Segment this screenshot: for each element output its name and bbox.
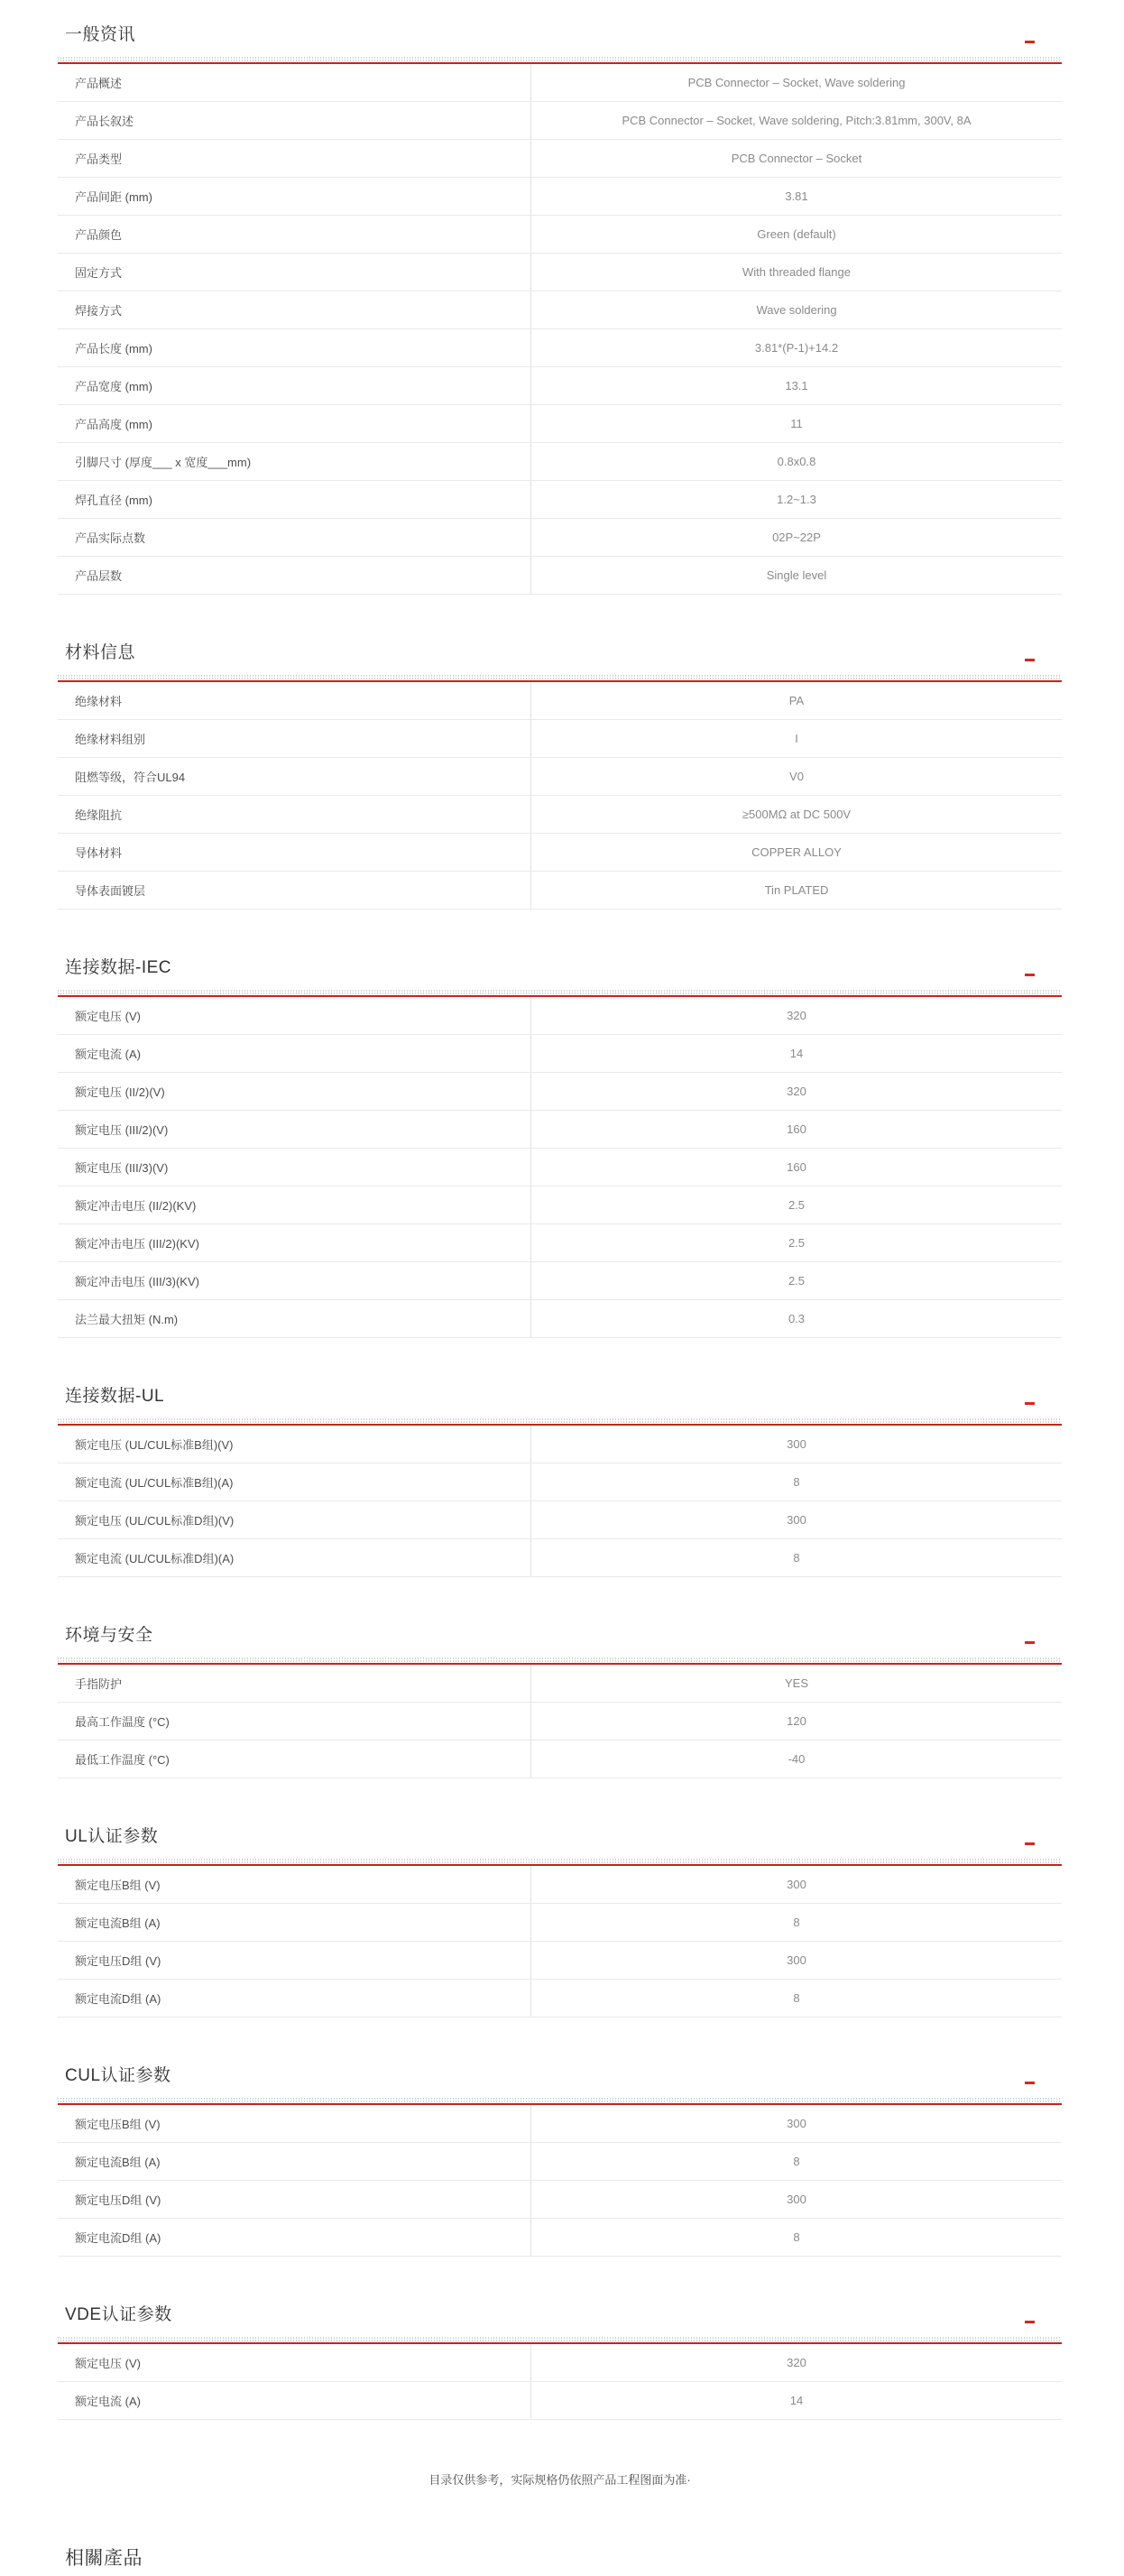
row-label: 额定电压 (V) bbox=[75, 1010, 141, 1023]
section-header bbox=[58, 2064, 1062, 2086]
row-label: 额定电压 (UL/CUL标准B组)(V) bbox=[75, 1438, 234, 1452]
section-title: CUL认证参数 bbox=[65, 2066, 171, 2085]
spec-section bbox=[58, 1624, 1062, 1778]
row-value: 2.5 bbox=[530, 1262, 1062, 1299]
table-row bbox=[58, 1426, 1062, 1463]
row-value: I bbox=[530, 720, 1062, 757]
row-value: 120 bbox=[530, 1703, 1062, 1740]
row-label: 额定电流B组 (A) bbox=[75, 1916, 161, 1930]
table-row bbox=[58, 1942, 1062, 1980]
section-title: 一般资讯 bbox=[65, 25, 136, 44]
table-row bbox=[58, 2181, 1062, 2219]
row-value: 300 bbox=[530, 1501, 1062, 1538]
collapse-minus-icon[interactable] bbox=[1025, 1842, 1035, 1845]
row-value: 14 bbox=[530, 1035, 1062, 1072]
row-label: 额定电流 (A) bbox=[75, 2395, 141, 2408]
section-divider bbox=[58, 989, 1062, 997]
table-row bbox=[58, 102, 1062, 140]
section-header bbox=[58, 23, 1062, 45]
row-value: 3.81*(P-1)+14.2 bbox=[530, 329, 1062, 366]
section-title: VDE认证参数 bbox=[65, 2305, 172, 2324]
row-value: 2.5 bbox=[530, 1224, 1062, 1261]
section-header bbox=[58, 642, 1062, 663]
row-label: 额定电压 (III/2)(V) bbox=[75, 1123, 169, 1137]
row-label: 绝缘材料 bbox=[75, 695, 123, 708]
section-divider bbox=[58, 56, 1062, 64]
row-value: COPPER ALLOY bbox=[530, 834, 1062, 871]
collapse-minus-icon[interactable] bbox=[1025, 1641, 1035, 1644]
related-products-heading: 相關產品 bbox=[65, 2548, 143, 2569]
spec-table bbox=[58, 2344, 1062, 2420]
collapse-minus-icon[interactable] bbox=[1025, 2321, 1035, 2323]
collapse-minus-icon[interactable] bbox=[1025, 659, 1035, 661]
section-divider bbox=[58, 674, 1062, 682]
row-label: 阻燃等级，符合UL94 bbox=[75, 771, 186, 784]
row-label: 产品类型 bbox=[75, 152, 123, 166]
row-label: 产品宽度 (mm) bbox=[75, 380, 152, 393]
table-row bbox=[58, 1501, 1062, 1539]
row-label: 固定方式 bbox=[75, 266, 123, 280]
table-row bbox=[58, 682, 1062, 720]
row-label: 额定电流D组 (A) bbox=[75, 1992, 161, 2006]
section-header bbox=[58, 1825, 1062, 1847]
section-divider bbox=[58, 2097, 1062, 2105]
row-label: 产品实际点数 bbox=[75, 531, 146, 545]
row-label: 最低工作温度 (°C) bbox=[75, 1753, 170, 1767]
row-label: 额定电压D组 (V) bbox=[75, 2193, 161, 2207]
section-title: 连接数据-UL bbox=[65, 1387, 165, 1406]
spec-section bbox=[58, 2064, 1062, 2257]
table-row bbox=[58, 405, 1062, 443]
table-row bbox=[58, 720, 1062, 758]
row-value: PA bbox=[530, 682, 1062, 719]
row-value: 300 bbox=[530, 1942, 1062, 1979]
collapse-minus-icon[interactable] bbox=[1025, 1402, 1035, 1405]
table-row bbox=[58, 1665, 1062, 1703]
section-header bbox=[58, 2304, 1062, 2325]
row-value: 300 bbox=[530, 2105, 1062, 2142]
row-label: 额定电流 (UL/CUL标准B组)(A) bbox=[75, 1476, 234, 1490]
section-title: 材料信息 bbox=[65, 643, 136, 662]
spec-sections bbox=[58, 23, 1062, 2420]
section-divider bbox=[58, 1657, 1062, 1665]
table-row bbox=[58, 2143, 1062, 2181]
table-row bbox=[58, 367, 1062, 405]
row-label: 额定电压 (II/2)(V) bbox=[75, 1085, 165, 1099]
row-value: 320 bbox=[530, 2344, 1062, 2381]
row-value: PCB Connector – Socket, Wave soldering bbox=[530, 64, 1062, 101]
row-value: 320 bbox=[530, 997, 1062, 1034]
row-value: 8 bbox=[530, 1980, 1062, 2017]
row-value: 0.3 bbox=[530, 1300, 1062, 1337]
row-value: 300 bbox=[530, 2181, 1062, 2218]
table-row bbox=[58, 178, 1062, 216]
table-row bbox=[58, 1111, 1062, 1149]
row-label: 焊接方式 bbox=[75, 304, 123, 318]
row-label: 额定电压B组 (V) bbox=[75, 2118, 161, 2131]
table-row bbox=[58, 1224, 1062, 1262]
row-label: 额定冲击电压 (III/3)(KV) bbox=[75, 1275, 199, 1288]
spec-section bbox=[58, 1825, 1062, 2017]
section-title: 连接数据-IEC bbox=[65, 958, 172, 977]
row-value: 160 bbox=[530, 1149, 1062, 1186]
table-row bbox=[58, 2219, 1062, 2257]
row-label: 最高工作温度 (°C) bbox=[75, 1715, 170, 1729]
spec-table bbox=[58, 64, 1062, 595]
spec-section bbox=[58, 23, 1062, 595]
section-header bbox=[58, 1624, 1062, 1646]
table-row bbox=[58, 997, 1062, 1035]
row-value: 8 bbox=[530, 1539, 1062, 1576]
table-row bbox=[58, 872, 1062, 909]
table-row bbox=[58, 1073, 1062, 1111]
table-row bbox=[58, 1703, 1062, 1740]
table-row bbox=[58, 291, 1062, 329]
row-label: 产品间距 (mm) bbox=[75, 190, 152, 204]
spec-table bbox=[58, 1866, 1062, 2017]
section-title: UL认证参数 bbox=[65, 1827, 159, 1846]
table-row bbox=[58, 443, 1062, 481]
row-label: 导体表面镀层 bbox=[75, 884, 146, 898]
section-divider bbox=[58, 1858, 1062, 1866]
row-label: 额定电压 (UL/CUL标准D组)(V) bbox=[75, 1514, 235, 1528]
table-row bbox=[58, 216, 1062, 254]
row-label: 引脚尺寸 (厚度___ x 宽度___mm) bbox=[75, 456, 252, 469]
section-divider bbox=[58, 2336, 1062, 2344]
table-row bbox=[58, 254, 1062, 291]
row-value: 3.81 bbox=[530, 178, 1062, 215]
row-label: 额定电压B组 (V) bbox=[75, 1879, 161, 1892]
table-row bbox=[58, 2105, 1062, 2143]
row-label: 产品高度 (mm) bbox=[75, 418, 152, 431]
table-row bbox=[58, 1904, 1062, 1942]
row-label: 额定电流B组 (A) bbox=[75, 2156, 161, 2169]
row-value: 160 bbox=[530, 1111, 1062, 1148]
row-label: 额定电压 (III/3)(V) bbox=[75, 1161, 169, 1175]
section-header bbox=[58, 956, 1062, 978]
row-value: Wave soldering bbox=[530, 291, 1062, 328]
row-value: 1.2~1.3 bbox=[530, 481, 1062, 518]
table-row bbox=[58, 1186, 1062, 1224]
row-label: 产品长度 (mm) bbox=[75, 342, 152, 355]
table-row bbox=[58, 796, 1062, 834]
row-label: 产品概述 bbox=[75, 77, 123, 90]
spec-section bbox=[58, 1385, 1062, 1577]
row-value: 320 bbox=[530, 1073, 1062, 1110]
row-value: 8 bbox=[530, 1904, 1062, 1941]
row-label: 手指防护 bbox=[75, 1677, 123, 1691]
row-value: 300 bbox=[530, 1426, 1062, 1463]
table-row bbox=[58, 1262, 1062, 1300]
row-label: 额定电压 (V) bbox=[75, 2357, 141, 2370]
spec-section bbox=[58, 2304, 1062, 2420]
row-label: 产品层数 bbox=[75, 569, 123, 583]
table-row bbox=[58, 1035, 1062, 1073]
row-value: PCB Connector – Socket, Wave soldering, Pitch:3.81mm, 300V, 8A bbox=[530, 102, 1062, 139]
table-row bbox=[58, 1866, 1062, 1904]
section-header bbox=[58, 1385, 1062, 1407]
collapse-minus-icon[interactable] bbox=[1025, 974, 1035, 976]
spec-table bbox=[58, 1665, 1062, 1778]
spec-table bbox=[58, 1426, 1062, 1577]
section-title: 环境与安全 bbox=[65, 1626, 153, 1645]
row-value: YES bbox=[530, 1665, 1062, 1702]
table-row bbox=[58, 2344, 1062, 2382]
row-label: 产品颜色 bbox=[75, 228, 123, 242]
row-label: 导体材料 bbox=[75, 846, 123, 860]
row-value: Tin PLATED bbox=[530, 872, 1062, 909]
row-label: 法兰最大扭矩 (N.m) bbox=[75, 1313, 179, 1326]
row-value: 13.1 bbox=[530, 367, 1062, 404]
table-row bbox=[58, 1980, 1062, 2017]
row-label: 绝缘阻抗 bbox=[75, 808, 123, 822]
table-row bbox=[58, 481, 1062, 519]
row-value: ≥500MΩ at DC 500V bbox=[530, 796, 1062, 833]
table-row bbox=[58, 140, 1062, 178]
row-value: 300 bbox=[530, 1866, 1062, 1903]
row-value: V0 bbox=[530, 758, 1062, 795]
disclaimer-note: 目录仅供参考，实际规格仍依照产品工程图面为准· bbox=[428, 2473, 691, 2487]
row-value: With threaded flange bbox=[530, 254, 1062, 291]
row-label: 绝缘材料组别 bbox=[75, 733, 146, 746]
table-row bbox=[58, 557, 1062, 595]
row-value: 2.5 bbox=[530, 1186, 1062, 1223]
spec-table bbox=[58, 997, 1062, 1338]
row-label: 额定电压D组 (V) bbox=[75, 1954, 161, 1968]
table-row bbox=[58, 1149, 1062, 1186]
row-label: 产品长叙述 bbox=[75, 115, 134, 128]
spec-section bbox=[58, 642, 1062, 909]
spec-section bbox=[58, 956, 1062, 1338]
row-label: 焊孔直径 (mm) bbox=[75, 494, 152, 507]
row-value: PCB Connector – Socket bbox=[530, 140, 1062, 177]
table-row bbox=[58, 1463, 1062, 1501]
spec-table bbox=[58, 682, 1062, 909]
table-row bbox=[58, 1740, 1062, 1778]
row-value: 8 bbox=[530, 2143, 1062, 2180]
row-label: 额定电流 (A) bbox=[75, 1048, 141, 1061]
row-label: 额定冲击电压 (III/2)(KV) bbox=[75, 1237, 199, 1251]
table-row bbox=[58, 758, 1062, 796]
row-value: 0.8x0.8 bbox=[530, 443, 1062, 480]
row-value: Single level bbox=[530, 557, 1062, 594]
table-row bbox=[58, 519, 1062, 557]
row-value: -40 bbox=[530, 1740, 1062, 1777]
table-row bbox=[58, 329, 1062, 367]
row-label: 额定电流D组 (A) bbox=[75, 2231, 161, 2245]
table-row bbox=[58, 1539, 1062, 1577]
row-label: 额定电流 (UL/CUL标准D组)(A) bbox=[75, 1552, 235, 1565]
collapse-minus-icon[interactable] bbox=[1025, 2082, 1035, 2084]
row-value: 11 bbox=[530, 405, 1062, 442]
collapse-minus-icon[interactable] bbox=[1025, 41, 1035, 43]
row-value: 8 bbox=[530, 1463, 1062, 1500]
table-row bbox=[58, 1300, 1062, 1338]
row-label: 额定冲击电压 (II/2)(KV) bbox=[75, 1199, 197, 1213]
row-value: 14 bbox=[530, 2382, 1062, 2419]
spec-table bbox=[58, 2105, 1062, 2257]
table-row bbox=[58, 834, 1062, 872]
table-row bbox=[58, 2382, 1062, 2420]
table-row bbox=[58, 64, 1062, 102]
section-divider bbox=[58, 1417, 1062, 1426]
row-value: Green (default) bbox=[530, 216, 1062, 253]
row-value: 02P~22P bbox=[530, 519, 1062, 556]
row-value: 8 bbox=[530, 2219, 1062, 2256]
